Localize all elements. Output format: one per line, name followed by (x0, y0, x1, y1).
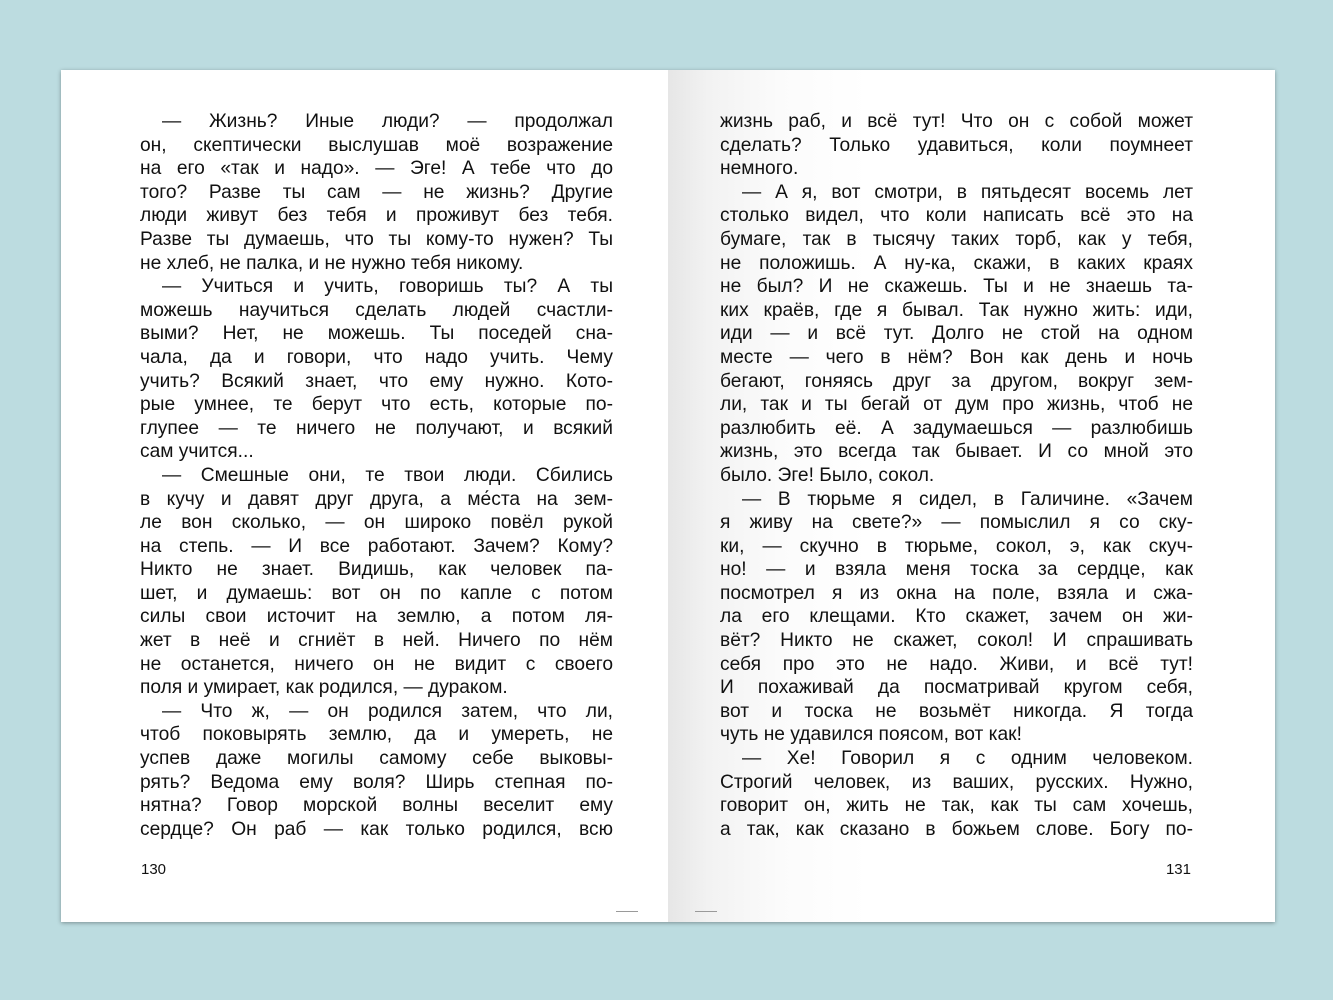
text-line: — В тюрьме я сидел, в Галичине. «Зачем (742, 488, 1193, 510)
text-line: Строгий человек, из ваших, русских. Нужно, (720, 771, 1193, 793)
text-line: было. Эге! Было, сокол. (720, 464, 935, 486)
page-number-right: 131 (1165, 861, 1191, 878)
text-line: чтоб поковырять землю, да и умереть, не (140, 724, 613, 746)
text-line: сердце? Он раб — как только родился, всю (140, 818, 613, 840)
text-line: разлюбить её. А задумаешься — разлюбишь (720, 417, 1193, 439)
text-line: я живу на свете?» — помыслил я со ску- (720, 512, 1193, 534)
text-line: глупее — те ничего не получают, и всякий (140, 417, 613, 439)
text-line: жизнь раб, и всё тут! Что он с собой может (720, 111, 1193, 132)
text-line: в кучу и давят друг друга, а ме́ста на зем- (140, 488, 613, 510)
text-line: Никто не знает. Видишь, как человек па- (140, 559, 613, 581)
text-line: ки, — скучно в тюрьме, сокол, э, как скуч- (720, 535, 1193, 557)
text-line: люди живут без тебя и проживут без тебя. (140, 205, 613, 227)
text-line: можешь научиться сделать людей счастли- (140, 299, 613, 321)
text-line: сам учится... (140, 441, 254, 463)
right-page-text (720, 110, 1193, 841)
text-line: не хлеб, не палка, и не нужно тебя никому. (140, 252, 524, 274)
text-line: рые умнее, те берут что есть, которые по- (140, 394, 613, 416)
text-line: Разве ты думаешь, что ты кому-то нужен? Ты (140, 228, 613, 250)
text-line: поля и умирает, как родился, — дураком. (140, 677, 508, 699)
text-line: не останется, ничего он не видит с своего (140, 653, 613, 675)
text-line: — Хе! Говорил я с одним человеком. (742, 748, 1193, 770)
text-line: посмотрел я из окна на поле, взяла и сжа- (720, 582, 1193, 604)
text-line: ла его клещами. Кто скажет, зачем он жи- (720, 606, 1193, 628)
text-line: себя про это не надо. Живи, и всё тут! (720, 653, 1193, 675)
text-line: — А я, вот смотри, в пятьдесят восемь лет (742, 181, 1193, 203)
text-line: — Что ж, — он родился затем, что ли, (162, 700, 613, 722)
text-line: — Смешные они, те твои люди. Сбились (162, 464, 613, 486)
text-line: того? Разве ты сам — не жизнь? Другие (140, 181, 613, 203)
text-line: иди — и всё тут. Долго не стой на одном (720, 323, 1193, 345)
text-line: бегают, гоняясь друг за другом, вокруг зем- (720, 370, 1193, 392)
text-line: жет в неё и сгниёт в ней. Ничего по нём (140, 630, 613, 652)
text-line: нятна? Говор морской волны веселит ему (140, 795, 613, 817)
text-line: он, скептически выслушав моё возражение (140, 134, 613, 156)
text-line: силы свои источит на землю, а потом ля- (140, 606, 613, 628)
text-line: столько видел, что коли написать всё это на (720, 205, 1193, 227)
right-page (668, 70, 1275, 922)
text-line: но! — и взяла меня тоска за сердце, как (720, 559, 1193, 581)
page-number-left: 130 (141, 861, 167, 878)
text-line: И похаживай да посматривай кругом себя, (720, 677, 1193, 699)
text-line: не был? И не скажешь. Ты и не знаешь та- (720, 276, 1193, 298)
text-line: говорит он, жить не так, как ты сам хочешь, (720, 795, 1193, 817)
text-line: шет, и думаешь: вот он по капле с потом (140, 582, 613, 604)
text-line: выми? Нет, не можешь. Ты поседей сна- (140, 323, 613, 345)
text-line: — Учиться и учить, говоришь ты? А ты (162, 276, 613, 298)
text-line: ле вон сколько, — он широко повёл рукой (140, 512, 613, 534)
text-line: немного. (720, 158, 799, 180)
text-line: жизнь, это всегда так бывает. И со мной это (720, 441, 1193, 463)
book-spread (61, 70, 1275, 922)
text-line: ких краёв, где я бывал. Так нужно жить: иди, (720, 299, 1193, 321)
text-line: вот и тоска не возьмёт никогда. Я тогда (720, 700, 1193, 722)
text-line: — Жизнь? Иные люди? — продолжал (162, 111, 613, 132)
text-line: на его «так и надо». — Эге! А тебе что до (140, 158, 613, 180)
text-line: вёт? Никто не скажет, сокол! И спрашивать (720, 630, 1193, 652)
fold-mark-left (616, 911, 638, 912)
left-page-text (140, 110, 613, 841)
fold-mark-right (695, 911, 717, 912)
text-line: чала, да и говори, что надо учить. Чему (140, 346, 613, 368)
left-page (61, 70, 668, 922)
text-line: на степь. — И все работают. Зачем? Кому? (140, 535, 613, 557)
text-line: не положишь. А ну-ка, скажи, в каких краях (720, 252, 1193, 274)
text-line: бумаге, так в тысячу таких торб, как у тебя, (720, 228, 1193, 250)
text-line: сделать? Только удавиться, коли поумнеет (720, 134, 1193, 156)
text-line: учить? Всякий знает, что ему нужно. Кото- (140, 370, 613, 392)
text-line: успев даже могилы самому себе выковы- (140, 748, 613, 770)
text-line: чуть не удавился поясом, вот как! (720, 724, 1022, 746)
text-line: месте — чего в нём? Вон как день и ночь (720, 346, 1193, 368)
text-line: ли, так и ты бегай от дум про жизнь, чтоб не (720, 394, 1193, 416)
text-line: рять? Ведома ему воля? Ширь степная по- (140, 771, 613, 793)
text-line: а так, как сказано в божьем слове. Богу по- (720, 818, 1193, 840)
